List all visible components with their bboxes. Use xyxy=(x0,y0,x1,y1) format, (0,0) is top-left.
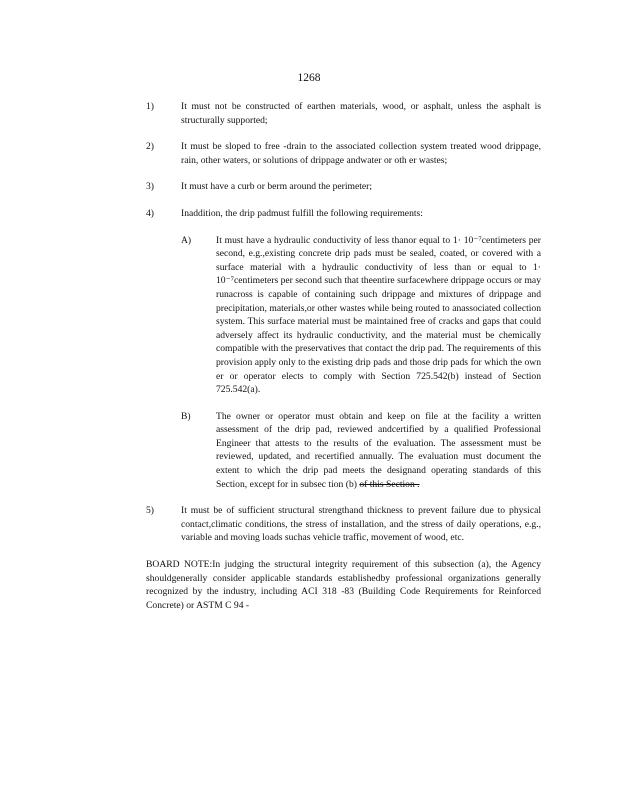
item-text: It must be of sufficient structural strengthand thickness to prevent failure due to physical contact,climatic conditions, the stress of installation, and the stress of daily operations, e.g., variable and moving loads suchas vehicle traffic, movement of wood, etc. xyxy=(181,505,541,544)
sub-item xyxy=(181,234,541,397)
item-number: 1) xyxy=(146,101,154,112)
list-item xyxy=(146,180,541,194)
item-number: 4) xyxy=(146,207,154,219)
board-note: BOARD NOTE:In judging the structural integrity requirement of this subsection (a), the Agency shouldgenerally consider applicable standards establishedby professional organizations generally recognized by the industry, including ACI 318 -83 (Building Code Requirements for Reinforced Concrete) or ASTM C 94 - xyxy=(146,559,541,611)
item-number: 3) xyxy=(146,181,154,193)
sub-item-text: The owner or operator must obtain and keep on file at the facility a written assessment of the drip pad, reviewed andcertified by a qualified Professional Engineer that attests to the results of the evaluation. The assessment must be reviewed, updated, and recertified annually. The evaluation must document the extent to which the drip pad meets the designand operating standards of this Section, except for in subsec tion (b) xyxy=(216,410,541,490)
item-number: 5) xyxy=(146,505,154,517)
item-text: It must not be constructed of earthen materials, wood, or asphalt, unless the asphalt is structurally supported; xyxy=(181,101,541,126)
list-item xyxy=(146,207,541,491)
item-text: It must be sloped to free -drain to the associated collection system treated wood drippage, rain, other waters, or solutions of drippage andwater or oth er wastes; xyxy=(181,141,541,166)
page-number: 1268 xyxy=(297,72,321,84)
sub-item-letter: A) xyxy=(181,234,192,246)
sub-item xyxy=(181,410,541,492)
struck-text: of this Section . xyxy=(359,478,420,490)
list-item xyxy=(146,140,541,167)
document-body xyxy=(146,100,541,612)
sub-item-text: It must have a hydraulic conductivity of less thanor equal to 1· 10⁻⁷centimeters per second, e.g.,existing concrete drip pads must be sealed, coated, or covered with a surface material with a hydraulic conductivity of less than or equal to 1· 10⁻⁷centimeters per second such that theentire surfacewhere drippage occurs or may runacross is capable of containing such drippage and mixtures of drippage and precipitation, materials,or other wastes while being routed to anassociated collection system. This surface material must be maintained free of cracks and gaps that could adversely affect its hydraulic conductivity, and the material must be chemically compatible with the preservatives that contact the drip pad. The requirements of this provision apply only to the existing drip pads and those drip pads for which the own er or operator elects to comply with Section 725.542(b) instead of Section 725.542(a). xyxy=(216,234,541,396)
item-number: 2) xyxy=(146,141,154,153)
list-item xyxy=(146,100,541,127)
sub-item-letter: B) xyxy=(181,410,191,422)
item-text: It must have a curb or berm around the perimeter; xyxy=(181,181,373,193)
list-item xyxy=(146,504,541,545)
sub-item-text-wrapper xyxy=(216,410,541,492)
item-text: Inaddition, the drip padmust fulfill the following requirements: xyxy=(181,207,423,219)
